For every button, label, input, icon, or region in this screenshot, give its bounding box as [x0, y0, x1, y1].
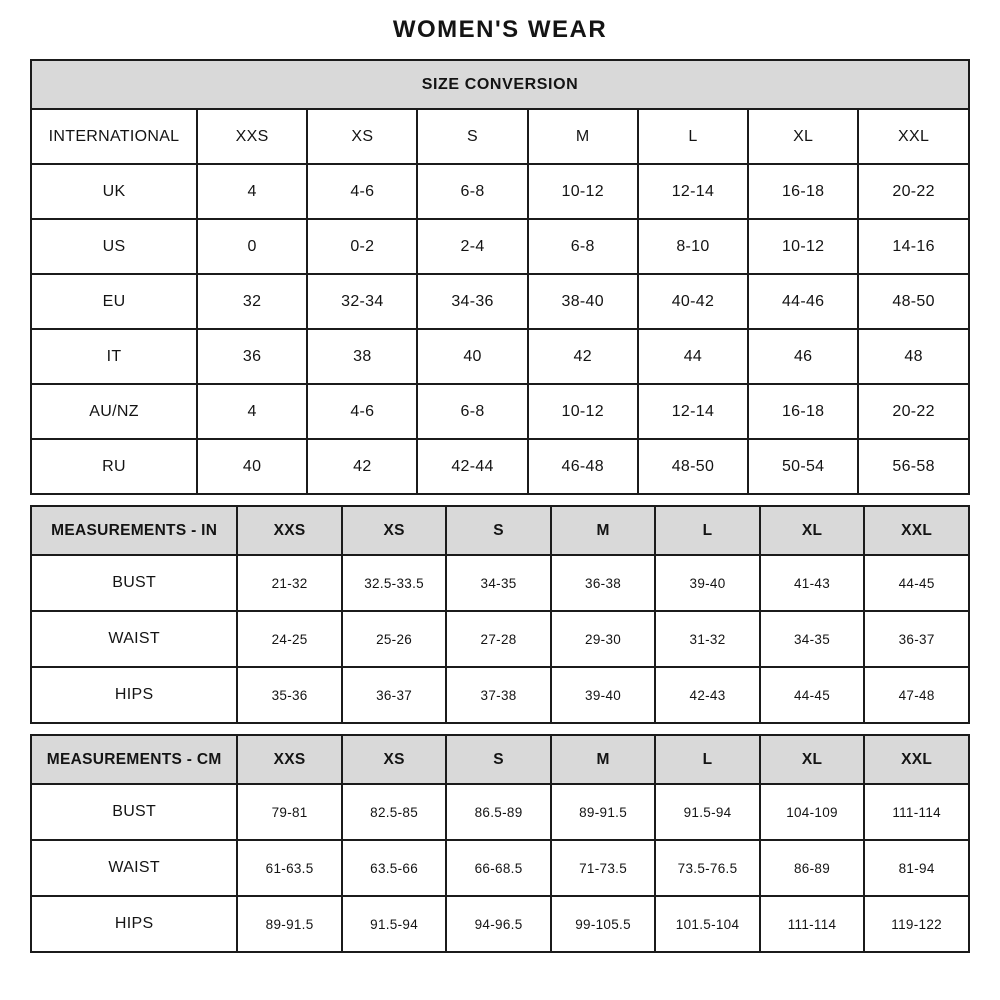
value-cell: 89-91.5	[237, 896, 341, 952]
table-row	[31, 384, 969, 439]
value-cell: 42	[528, 329, 638, 384]
column-header-row	[31, 735, 969, 784]
row-label-cell: UK	[31, 164, 197, 219]
size-header-cell: XXS	[197, 109, 307, 164]
value-cell: 4	[197, 384, 307, 439]
size-header-cell: XXS	[237, 735, 341, 784]
row-label-cell: US	[31, 219, 197, 274]
value-cell: 38	[307, 329, 417, 384]
column-header-row	[31, 506, 969, 555]
value-cell: 32.5-33.5	[342, 555, 446, 611]
size-header-cell: XS	[342, 735, 446, 784]
corner-header-cell: MEASUREMENTS - CM	[31, 735, 237, 784]
value-cell: 89-91.5	[551, 784, 655, 840]
column-header-row	[31, 109, 969, 164]
value-cell: 46	[748, 329, 858, 384]
value-cell: 41-43	[760, 555, 864, 611]
value-cell: 31-32	[655, 611, 759, 667]
size-header-cell: XXS	[237, 506, 341, 555]
value-cell: 8-10	[638, 219, 748, 274]
value-cell: 34-35	[760, 611, 864, 667]
measurements-in-table	[30, 505, 970, 724]
size-conversion-table	[30, 59, 970, 495]
row-label-cell: IT	[31, 329, 197, 384]
row-label-cell: BUST	[31, 784, 237, 840]
value-cell: 35-36	[237, 667, 341, 723]
value-cell: 50-54	[748, 439, 858, 494]
value-cell: 36-37	[864, 611, 969, 667]
size-header-cell: S	[446, 506, 550, 555]
page-title: WOMEN'S WEAR	[392, 16, 608, 43]
size-header-cell: L	[655, 735, 759, 784]
value-cell: 10-12	[528, 384, 638, 439]
value-cell: 104-109	[760, 784, 864, 840]
size-header-cell: XXL	[864, 735, 969, 784]
size-header-cell: L	[655, 506, 759, 555]
table-row	[31, 840, 969, 896]
value-cell: 86.5-89	[446, 784, 550, 840]
value-cell: 20-22	[858, 384, 969, 439]
value-cell: 27-28	[446, 611, 550, 667]
value-cell: 4-6	[307, 164, 417, 219]
value-cell: 21-32	[237, 555, 341, 611]
measurements-cm-body	[31, 784, 969, 952]
table-title: SIZE CONVERSION	[31, 60, 969, 109]
value-cell: 25-26	[342, 611, 446, 667]
table-row	[31, 219, 969, 274]
value-cell: 36-38	[551, 555, 655, 611]
value-cell: 4	[197, 164, 307, 219]
value-cell: 12-14	[638, 384, 748, 439]
corner-header-cell: INTERNATIONAL	[31, 109, 197, 164]
value-cell: 6-8	[417, 164, 527, 219]
size-header-cell: XL	[760, 506, 864, 555]
size-header-cell: XS	[342, 506, 446, 555]
size-header-cell: XL	[760, 735, 864, 784]
size-header-cell: XXL	[864, 506, 969, 555]
size-header-cell: L	[638, 109, 748, 164]
value-cell: 79-81	[237, 784, 341, 840]
table-row	[31, 439, 969, 494]
value-cell: 0	[197, 219, 307, 274]
value-cell: 32	[197, 274, 307, 329]
value-cell: 81-94	[864, 840, 969, 896]
table-row	[31, 329, 969, 384]
value-cell: 10-12	[528, 164, 638, 219]
value-cell: 12-14	[638, 164, 748, 219]
row-label-cell: RU	[31, 439, 197, 494]
value-cell: 40	[197, 439, 307, 494]
value-cell: 63.5-66	[342, 840, 446, 896]
table-row	[31, 784, 969, 840]
value-cell: 39-40	[551, 667, 655, 723]
row-label-cell: HIPS	[31, 896, 237, 952]
table-row	[31, 274, 969, 329]
row-label-cell: BUST	[31, 555, 237, 611]
value-cell: 16-18	[748, 164, 858, 219]
value-cell: 4-6	[307, 384, 417, 439]
table-title-row	[31, 60, 969, 109]
size-header-cell: M	[551, 735, 655, 784]
value-cell: 44-45	[760, 667, 864, 723]
value-cell: 42-43	[655, 667, 759, 723]
value-cell: 101.5-104	[655, 896, 759, 952]
row-label-cell: AU/NZ	[31, 384, 197, 439]
size-header-cell: XXL	[858, 109, 969, 164]
value-cell: 20-22	[858, 164, 969, 219]
value-cell: 38-40	[528, 274, 638, 329]
value-cell: 34-36	[417, 274, 527, 329]
value-cell: 46-48	[528, 439, 638, 494]
value-cell: 66-68.5	[446, 840, 550, 896]
value-cell: 42-44	[417, 439, 527, 494]
value-cell: 91.5-94	[655, 784, 759, 840]
value-cell: 48-50	[858, 274, 969, 329]
row-label-cell: WAIST	[31, 611, 237, 667]
value-cell: 6-8	[417, 384, 527, 439]
table-row	[31, 611, 969, 667]
value-cell: 6-8	[528, 219, 638, 274]
value-cell: 82.5-85	[342, 784, 446, 840]
value-cell: 36	[197, 329, 307, 384]
value-cell: 29-30	[551, 611, 655, 667]
value-cell: 44	[638, 329, 748, 384]
size-header-cell: S	[417, 109, 527, 164]
corner-header-cell: MEASUREMENTS - IN	[31, 506, 237, 555]
value-cell: 99-105.5	[551, 896, 655, 952]
size-header-cell: M	[551, 506, 655, 555]
row-label-cell: WAIST	[31, 840, 237, 896]
value-cell: 111-114	[864, 784, 969, 840]
value-cell: 44-46	[748, 274, 858, 329]
value-cell: 24-25	[237, 611, 341, 667]
value-cell: 56-58	[858, 439, 969, 494]
value-cell: 94-96.5	[446, 896, 550, 952]
value-cell: 71-73.5	[551, 840, 655, 896]
table-row	[31, 667, 969, 723]
table-row	[31, 555, 969, 611]
value-cell: 16-18	[748, 384, 858, 439]
value-cell: 61-63.5	[237, 840, 341, 896]
value-cell: 40	[417, 329, 527, 384]
value-cell: 119-122	[864, 896, 969, 952]
value-cell: 39-40	[655, 555, 759, 611]
value-cell: 14-16	[858, 219, 969, 274]
table-row	[31, 896, 969, 952]
row-label-cell: HIPS	[31, 667, 237, 723]
value-cell: 42	[307, 439, 417, 494]
measurements-cm-table	[30, 734, 970, 953]
value-cell: 48	[858, 329, 969, 384]
measurements-in-body	[31, 555, 969, 723]
value-cell: 0-2	[307, 219, 417, 274]
value-cell: 47-48	[864, 667, 969, 723]
value-cell: 2-4	[417, 219, 527, 274]
row-label-cell: EU	[31, 274, 197, 329]
value-cell: 48-50	[638, 439, 748, 494]
size-conversion-body	[31, 164, 969, 494]
value-cell: 91.5-94	[342, 896, 446, 952]
value-cell: 34-35	[446, 555, 550, 611]
size-header-cell: S	[446, 735, 550, 784]
size-header-cell: XS	[307, 109, 417, 164]
value-cell: 10-12	[748, 219, 858, 274]
value-cell: 73.5-76.5	[655, 840, 759, 896]
value-cell: 86-89	[760, 840, 864, 896]
value-cell: 111-114	[760, 896, 864, 952]
value-cell: 40-42	[638, 274, 748, 329]
size-header-cell: M	[528, 109, 638, 164]
value-cell: 37-38	[446, 667, 550, 723]
value-cell: 44-45	[864, 555, 969, 611]
size-header-cell: XL	[748, 109, 858, 164]
value-cell: 32-34	[307, 274, 417, 329]
table-row	[31, 164, 969, 219]
value-cell: 36-37	[342, 667, 446, 723]
